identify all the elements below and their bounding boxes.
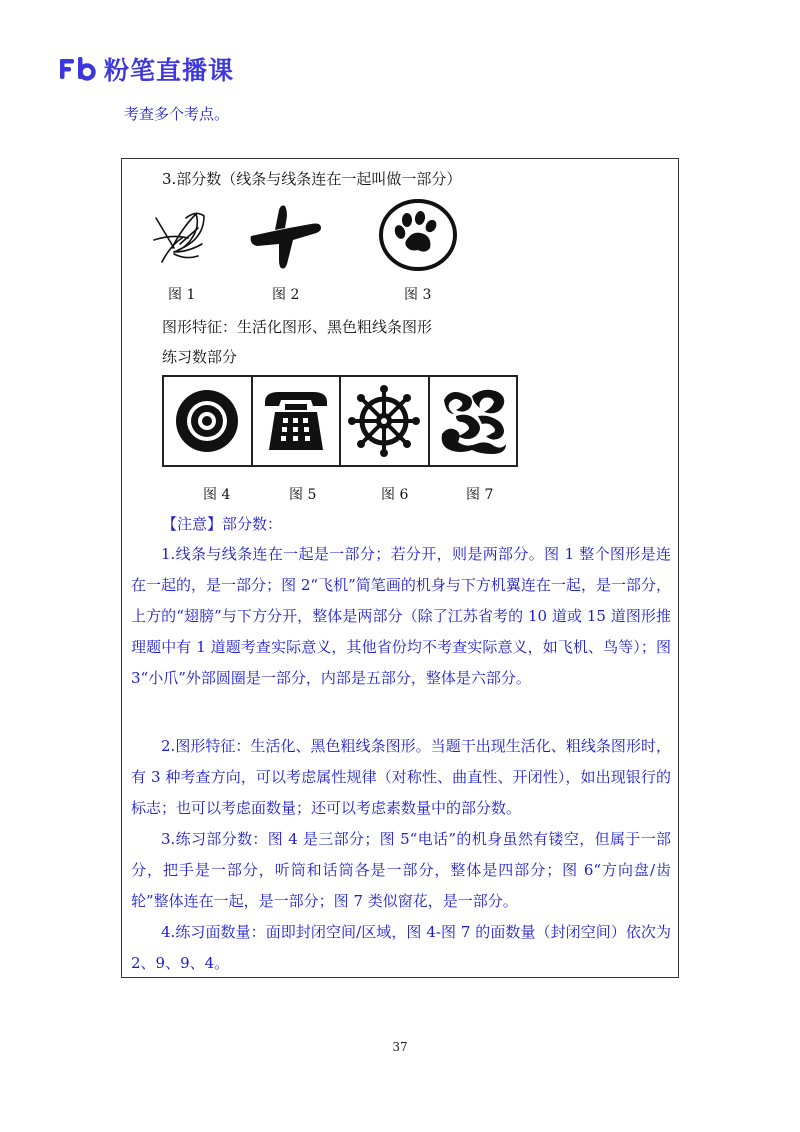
figure-2-caption: 图 2 [272,287,300,303]
feature-text: 图形特征：生活化图形、黑色粗线条图形 [162,318,433,336]
note-paragraph-3: 3.练习部分数：图 4 是三部分；图 5“电话”的机身虽然有镂空，但属于一部分，把手是一部分，听筒和话筒各是一部分，整体是四部分；图 6“方向盘/齿轮”整体连在一起，是一部分；图 7 类似窗花，是一部分。 [131,830,671,910]
figure-7-caption: 图 7 [466,487,494,503]
brand-name: 粉笔直播课 [104,56,235,85]
fb-logo-icon [58,56,98,82]
practice-text: 练习数部分 [162,348,238,366]
note-title: 【注意】部分数： [162,515,283,533]
figure-6-caption: 图 6 [381,487,409,503]
paw-circle-icon [378,198,458,272]
window-flower-icon [436,386,510,456]
ship-wheel-icon [347,384,421,458]
page-number: 37 [392,1040,408,1054]
figure-5-caption: 图 5 [289,487,317,503]
telephone-icon [261,388,331,454]
figure-7-cell [430,377,517,465]
intro-text: 考查多个考点。 [124,105,230,123]
brand-logo [58,52,234,86]
practice-figure-grid [162,375,518,467]
bird-scribble-icon [152,208,210,266]
figure-1-caption: 图 1 [168,287,196,303]
note-paragraph-1: 1.线条与线条连在一起是一部分；若分开，则是两部分。图 1 整个图形是连在一起的，是一部分；图 2“飞机”简笔画的机身与下方机翼连在一起，是一部分，上方的“翅膀”与下方分开，整体是两部分（除了江苏省考的 10 道或 15 道图形推理题中有 1 道题考查实际意义，其他省份均不考查实际意义，如飞机、鸟等）；图 3“小爪”外部圆圈是一部分，内部是五部分，整体是六部分。 [131,545,671,687]
figure-3-caption: 图 3 [404,287,432,303]
note-paragraph-2: 2.图形特征：生活化、黑色粗线条图形。当题干出现生活化、粗线条图形时，有 3 种考查方向，可以考虑属性规律（对称性、曲直性、开闭性），如出现银行的标志；也可以考虑面数量；还可以考虑素数量中的部分数。 [131,737,671,817]
note-paragraph-4: 4.练习面数量：面即封闭空间/区域，图 4-图 7 的面数量（封闭空间）依次为 2、9、9、4。 [131,923,671,972]
figure-4-cell [164,377,253,465]
figure-6-cell [341,377,430,465]
airplane-icon [249,204,323,270]
figure-5-cell [253,377,342,465]
section-heading: 3.部分数（线条与线条连在一起叫做一部分） [162,170,462,188]
figure-4-caption: 图 4 [203,487,231,503]
target-rings-icon [174,388,240,454]
